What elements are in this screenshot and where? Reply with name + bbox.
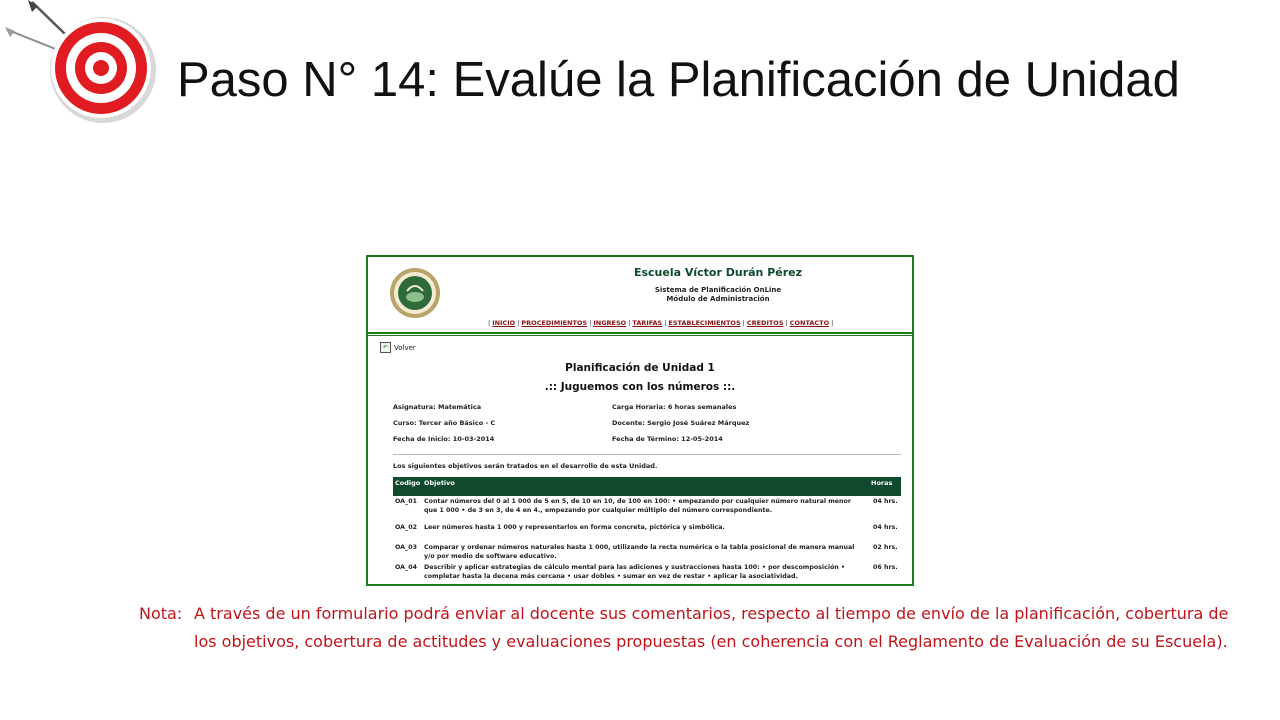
- info-subject: Asignatura: Matemática: [393, 403, 482, 411]
- plan-content: [368, 335, 912, 586]
- row-code: OA_04: [395, 564, 417, 571]
- note-label: Nota:: [139, 604, 183, 623]
- slide-title: Paso N° 14: Evalúe la Planificación de Unidad: [177, 53, 1180, 107]
- row-code: OA_03: [395, 544, 417, 551]
- info-teacher: Docente: Sergio José Suárez Márquez: [612, 419, 750, 427]
- row-hours: 04 hrs.: [873, 524, 898, 531]
- module-name: Módulo de Administración: [666, 295, 770, 303]
- row-objective: Comparar y ordenar números naturales hasta 1 000, utilizando la recta numérica o la tabla posicional de manera manual y/o por medio de software educativo.: [424, 544, 855, 560]
- app-header: [368, 257, 912, 334]
- row-hours: 02 hrs.: [873, 544, 898, 551]
- nav-link-inicio[interactable]: INICIO: [492, 319, 516, 327]
- table-header: [393, 477, 901, 496]
- row-objective: Leer números hasta 1 000 y representarlos en forma concreta, pictórica y simbólica.: [424, 524, 725, 531]
- header-code: Codigo: [395, 479, 421, 487]
- school-name: Escuela Víctor Durán Pérez: [633, 266, 803, 279]
- row-hours: 04 hrs.: [873, 498, 898, 505]
- back-button[interactable]: [380, 342, 416, 353]
- nav-link-creditos[interactable]: CREDITOS: [746, 319, 784, 327]
- row-code: OA_01: [395, 498, 417, 505]
- nav-link-contacto[interactable]: CONTACTO: [789, 319, 830, 327]
- nav-link-procedimientos[interactable]: PROCEDIMIENTOS: [521, 319, 588, 327]
- header-objective: Objetivo: [424, 479, 455, 487]
- divider: [393, 454, 901, 455]
- row-objective: Describir y aplicar estrategias de cálculo mental para las adiciones y sustracciones hasta 100: • por descomposición • completar hasta la decena más cercana • usar dobles • sumar en vez de restar • aplicar la asociatividad.: [424, 564, 845, 580]
- info-course: Curso: Tercer año Básico - C: [393, 419, 496, 427]
- nav-menu: | INICIO | PROCEDIMIENTOS | INGRESO | TARIFAS | ESTABLECIMIENTOS | CREDITOS | CONTACTO |: [488, 319, 834, 327]
- nav-link-tarifas[interactable]: TARIFAS: [632, 319, 663, 327]
- plan-title: Planificación de Unidad 1: [565, 362, 715, 374]
- info-start-date: Fecha de Inicio: 10-03-2014: [393, 435, 495, 443]
- row-objective: Contar números del 0 al 1 000 de 5 en 5, de 10 en 10, de 100 en 100: • empezando por cualquier número natural menor que 1 000 • de 3 en 3, de 4 en 4., empezando por cualquier múltiplo del número correspondiente.: [424, 498, 851, 514]
- header-hours: Horas: [871, 479, 893, 487]
- info-hours-load: Carga Horaria: 6 horas semanales: [612, 403, 737, 411]
- back-label: Volver: [394, 343, 416, 352]
- school-seal-icon: [389, 267, 441, 319]
- objectives-table: [393, 477, 901, 580]
- objectives-intro: Los siguientes objetivos serán tratados en el desarrollo de esta Unidad.: [393, 462, 658, 470]
- info-end-date: Fecha de Término: 12-05-2014: [612, 435, 723, 443]
- back-arrow-icon: ↶: [380, 342, 391, 353]
- nav-link-ingreso[interactable]: INGRESO: [593, 319, 627, 327]
- note-text: A través de un formulario podrá enviar al docente sus comentarios, respecto al tiempo de envío de la planificación, cobertura de los objetivos, cobertura de actitudes y evaluaciones propuestas (en coherencia con el Reglamento de Evaluación de su Escuela).: [194, 604, 1229, 651]
- nav-link-establecimientos[interactable]: ESTABLECIMIENTOS: [668, 319, 741, 327]
- unit-name: .:: Juguemos con los números ::.: [544, 381, 736, 393]
- app-screenshot: [366, 255, 914, 586]
- row-hours: 06 hrs.: [873, 564, 898, 571]
- row-code: OA_02: [395, 524, 417, 531]
- system-name: Sistema de Planificación OnLine: [654, 286, 782, 294]
